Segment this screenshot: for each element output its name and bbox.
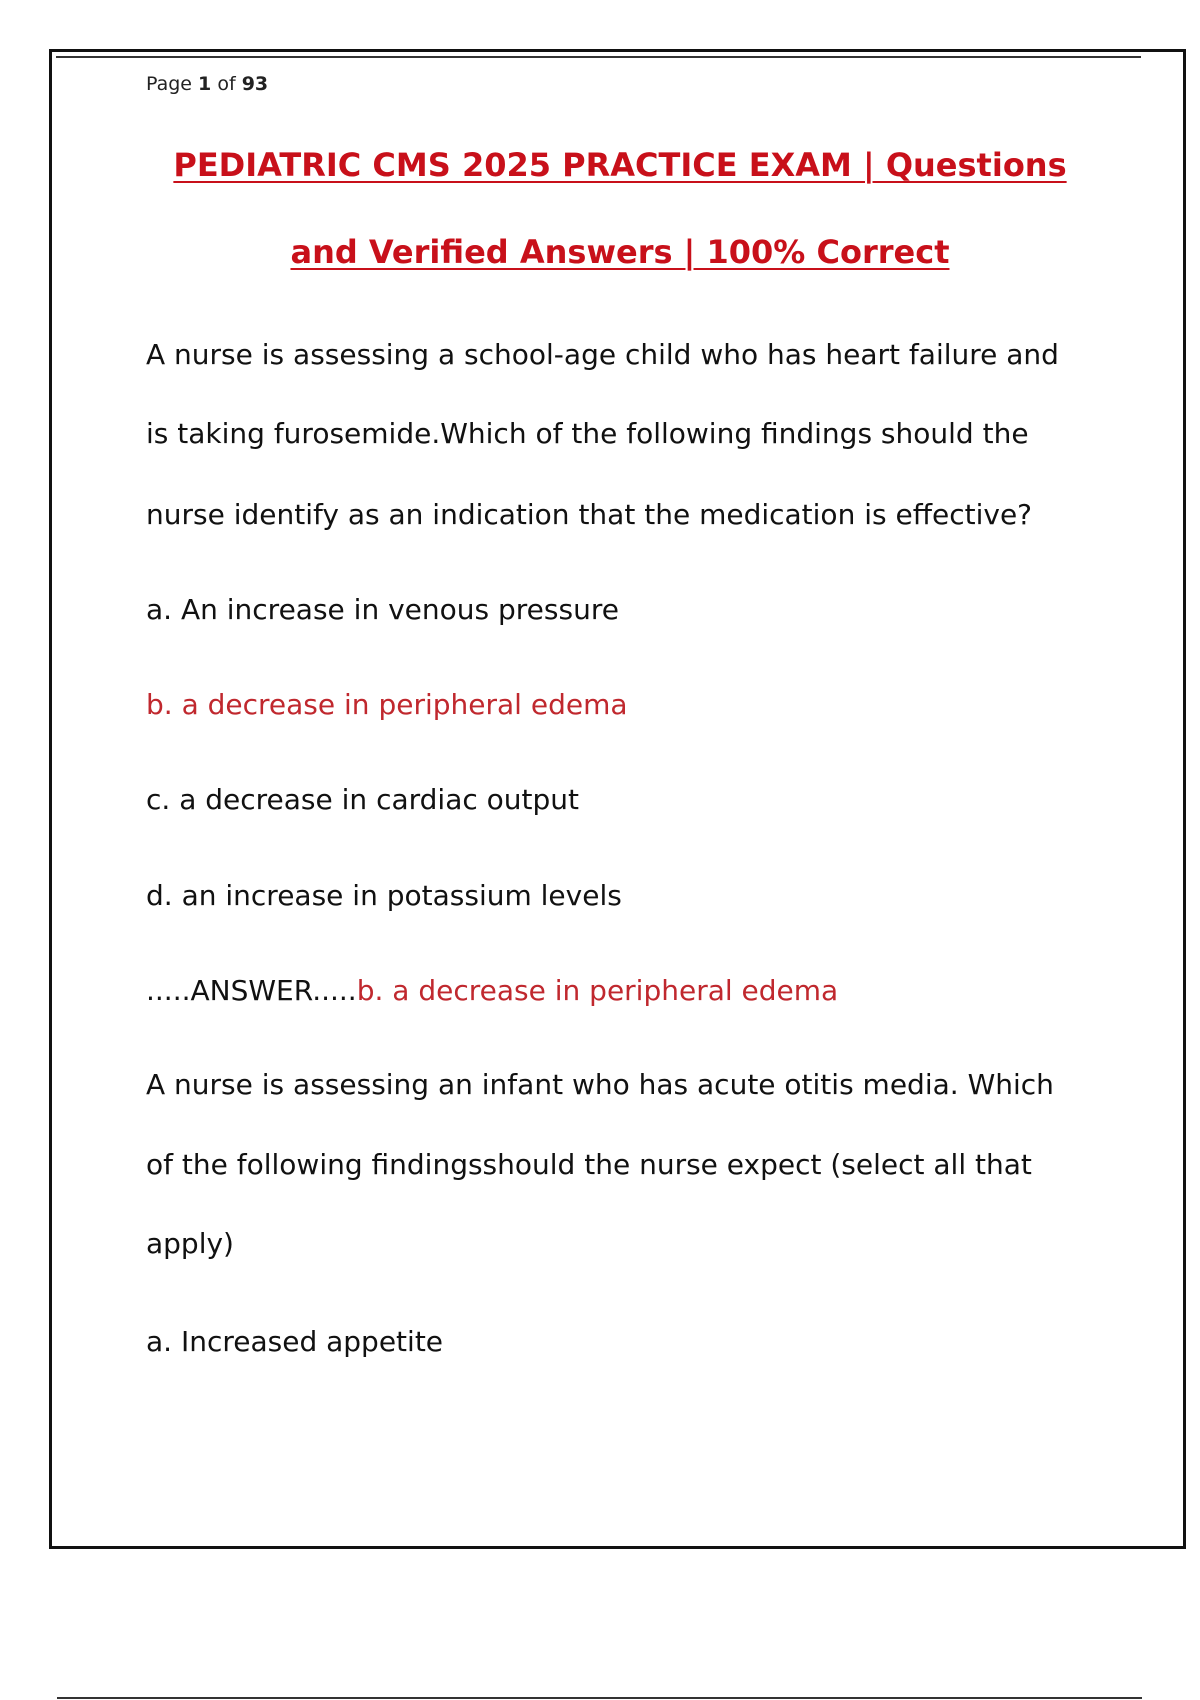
question-1-option-b-correct: b. a decrease in peripheral edema xyxy=(146,688,628,721)
document-title-line-2: and Verified Answers | 100% Correct xyxy=(290,233,950,271)
question-1-stem-line-2: is taking furosemide.Which of the following findings should the xyxy=(146,417,1029,450)
document-title-line-1: PEDIATRIC CMS 2025 PRACTICE EXAM | Questions xyxy=(173,146,1067,184)
answer-text: b. a decrease in peripheral edema xyxy=(356,974,839,1007)
question-1-option-a: a. An increase in venous pressure xyxy=(146,593,619,626)
page-of: of xyxy=(217,73,236,95)
question-1-stem-line-1: A nurse is assessing a school-age child who has heart failure and xyxy=(146,338,1059,371)
page-total: 93 xyxy=(241,73,269,95)
page-label: Page xyxy=(146,73,192,95)
page-current: 1 xyxy=(198,73,212,95)
answer-prefix: .....ANSWER..... xyxy=(146,974,357,1007)
top-rule xyxy=(56,56,1141,58)
question-2-option-a: a. Increased appetite xyxy=(146,1325,444,1358)
page-number xyxy=(146,73,268,95)
question-2-stem-line-2: of the following findingsshould the nurse expect (select all that xyxy=(146,1148,1032,1181)
question-1-answer xyxy=(146,974,838,1007)
question-2-stem-line-3: apply) xyxy=(146,1227,234,1260)
question-1-option-c: c. a decrease in cardiac output xyxy=(146,783,580,816)
question-2-stem-line-1: A nurse is assessing an infant who has acute otitis media. Which xyxy=(146,1068,1054,1101)
bottom-rule xyxy=(57,1697,1142,1699)
question-1-option-d: d. an increase in potassium levels xyxy=(146,879,622,912)
question-1-stem-line-3: nurse identify as an indication that the medication is effective? xyxy=(146,498,1033,531)
